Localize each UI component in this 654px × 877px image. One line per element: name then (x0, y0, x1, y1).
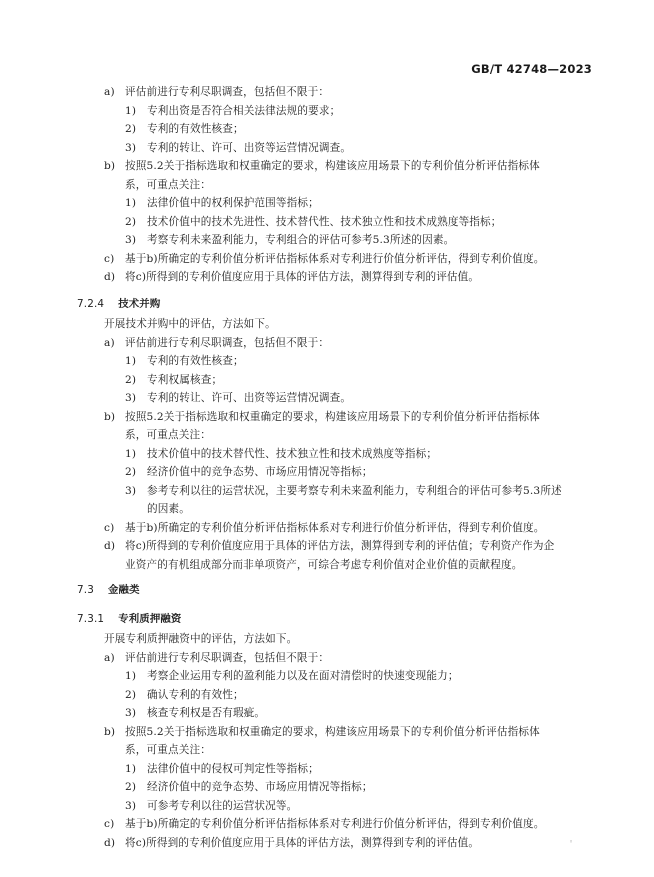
list-item-text: 核查专利权是否有瑕疵。 (147, 707, 266, 719)
list-item (125, 448, 437, 461)
list-marker: b) (104, 726, 116, 738)
list-marker: 3) (125, 142, 137, 154)
list-item (125, 216, 502, 229)
list-item (125, 485, 562, 498)
list-marker: 2) (125, 374, 137, 386)
continuation-line: 的因素。 (147, 503, 190, 515)
continuation-line: 系，可重点关注： (125, 429, 211, 441)
continuation-line: 业资产的有机组成部分而非单项资产，可综合考虑专利价值对企业价值的贡献程度。 (125, 559, 523, 571)
list-item (104, 253, 544, 266)
list-item (125, 689, 244, 702)
list-item (125, 123, 244, 136)
list-marker: 1) (125, 670, 137, 682)
list-marker: 1) (125, 448, 137, 460)
paragraph: 开展专利质押融资中的评估，方法如下。 (104, 633, 298, 645)
list-item (125, 763, 319, 776)
section-number: 7.3.1 (77, 613, 105, 625)
list-marker: 3) (125, 234, 137, 246)
section-heading (77, 584, 140, 597)
list-item-text: 可参考专利以往的运营状况等。 (147, 800, 298, 812)
list-item (104, 652, 329, 665)
list-item (104, 726, 540, 739)
list-item-text: 将c)所得到的专利价值度应用于具体的评估方法，测算得到专利的评估值；专利资产作为企 (125, 540, 555, 552)
list-item-text: 专利的有效性核查； (147, 123, 244, 135)
list-item-text: 评估前进行专利尽职调查，包括但不限于： (125, 652, 330, 664)
list-item-text: 专利出资是否符合相关法律法规的要求； (147, 105, 341, 117)
list-item-text: 将c)所得到的专利价值度应用于具体的评估方法，测算得到专利的评估值。 (125, 271, 480, 283)
list-item-text: 基于b)所确定的专利价值分析评估指标体系对专利进行价值分析评估，得到专利价值度。 (125, 522, 545, 534)
list-marker: 3) (125, 485, 137, 497)
list-item-text: 评估前进行专利尽职调查，包括但不限于： (125, 86, 330, 98)
section-heading (77, 613, 181, 626)
list-item (104, 411, 540, 424)
list-marker: d) (104, 271, 116, 283)
continuation-line: 系，可重点关注： (125, 179, 211, 191)
list-marker: 2) (125, 123, 137, 135)
list-item-text: 基于b)所确定的专利价值分析评估指标体系对专利进行价值分析评估，得到专利价值度。 (125, 818, 545, 830)
list-marker: a) (104, 652, 115, 664)
list-item-text: 专利的转让、许可、出资等运营情况调查。 (147, 142, 352, 154)
list-item (125, 355, 244, 368)
list-item (125, 105, 340, 118)
list-item (104, 818, 544, 831)
list-item (125, 392, 351, 405)
list-item-text: 法律价值中的权利保护范围等指标； (147, 197, 319, 209)
list-item (104, 160, 540, 173)
list-item-text: 评估前进行专利尽职调查，包括但不限于： (125, 337, 330, 349)
list-marker: b) (104, 160, 116, 172)
section-title: 金融类 (107, 584, 140, 596)
list-marker: 2) (125, 781, 137, 793)
list-item-text: 专利的转让、许可、出资等运营情况调查。 (147, 392, 352, 404)
section-heading (77, 298, 160, 311)
list-item (104, 337, 329, 350)
list-marker: 2) (125, 216, 137, 228)
list-item-text: 按照5.2关于指标选取和权重确定的要求，构建该应用场景下的专利价值分析评估指标体 (125, 411, 540, 423)
list-item (125, 781, 373, 794)
list-item-text: 考察企业运用专利的盈利能力以及在面对清偿时的快速变现能力； (147, 670, 459, 682)
list-item-text: 经济价值中的竞争态势、市场应用情况等指标； (147, 466, 373, 478)
list-item (125, 800, 297, 813)
list-marker: 2) (125, 466, 137, 478)
list-item (125, 142, 351, 155)
list-marker: c) (104, 522, 115, 534)
list-item-text: 将c)所得到的专利价值度应用于具体的评估方法，测算得到专利的评估值。 (125, 837, 480, 849)
list-item-text: 基于b)所确定的专利价值分析评估指标体系对专利进行价值分析评估，得到专利价值度。 (125, 253, 545, 265)
list-item-text: 考察专利未来盈利能力，专利组合的评估可参考5.3所述的因素。 (147, 234, 455, 246)
list-item (104, 86, 329, 99)
standard-number-header: GB/T 42748—2023 (471, 62, 592, 76)
list-item-text: 专利权属核查； (147, 374, 223, 386)
list-item (125, 466, 373, 479)
list-marker: 1) (125, 763, 137, 775)
page-mark: ◦ (569, 838, 574, 846)
paragraph: 开展技术并购中的评估，方法如下。 (104, 318, 276, 330)
list-item-text: 经济价值中的竞争态势、市场应用情况等指标； (147, 781, 373, 793)
section-number: 7.3 (77, 584, 94, 596)
list-marker: 3) (125, 392, 137, 404)
list-marker: 1) (125, 105, 137, 117)
list-marker: b) (104, 411, 116, 423)
continuation-line: 系，可重点关注： (125, 744, 211, 756)
list-item-text: 专利的有效性核查； (147, 355, 244, 367)
list-marker: a) (104, 337, 115, 349)
list-item (125, 374, 222, 387)
list-item-text: 技术价值中的技术先进性、技术替代性、技术独立性和技术成熟度等指标； (147, 216, 502, 228)
list-marker: 3) (125, 800, 137, 812)
list-item-text: 按照5.2关于指标选取和权重确定的要求，构建该应用场景下的专利价值分析评估指标体 (125, 726, 540, 738)
list-item (104, 271, 479, 284)
list-item (104, 837, 479, 850)
list-marker: d) (104, 837, 116, 849)
list-marker: c) (104, 253, 115, 265)
list-item (125, 234, 454, 247)
list-marker: c) (104, 818, 115, 830)
list-marker: 3) (125, 707, 137, 719)
list-item (125, 197, 319, 210)
list-marker: 2) (125, 689, 137, 701)
list-item-text: 技术价值中的技术替代性、技术独立性和技术成熟度等指标； (147, 448, 438, 460)
list-item-text: 确认专利的有效性； (147, 689, 244, 701)
list-item (125, 707, 265, 720)
list-item-text: 参考专利以往的运营状况，主要考察专利未来盈利能力，专利组合的评估可参考5.3所述 (147, 485, 562, 497)
list-marker: 1) (125, 355, 137, 367)
list-item (104, 522, 544, 535)
list-marker: a) (104, 86, 115, 98)
section-title: 专利质押融资 (118, 613, 182, 625)
list-item-text: 法律价值中的侵权可判定性等指标； (147, 763, 319, 775)
list-marker: d) (104, 540, 116, 552)
list-item (104, 540, 554, 553)
list-item (125, 670, 459, 683)
list-marker: 1) (125, 197, 137, 209)
section-number: 7.2.4 (77, 298, 105, 310)
section-title: 技术并购 (118, 298, 161, 310)
list-item-text: 按照5.2关于指标选取和权重确定的要求，构建该应用场景下的专利价值分析评估指标体 (125, 160, 540, 172)
